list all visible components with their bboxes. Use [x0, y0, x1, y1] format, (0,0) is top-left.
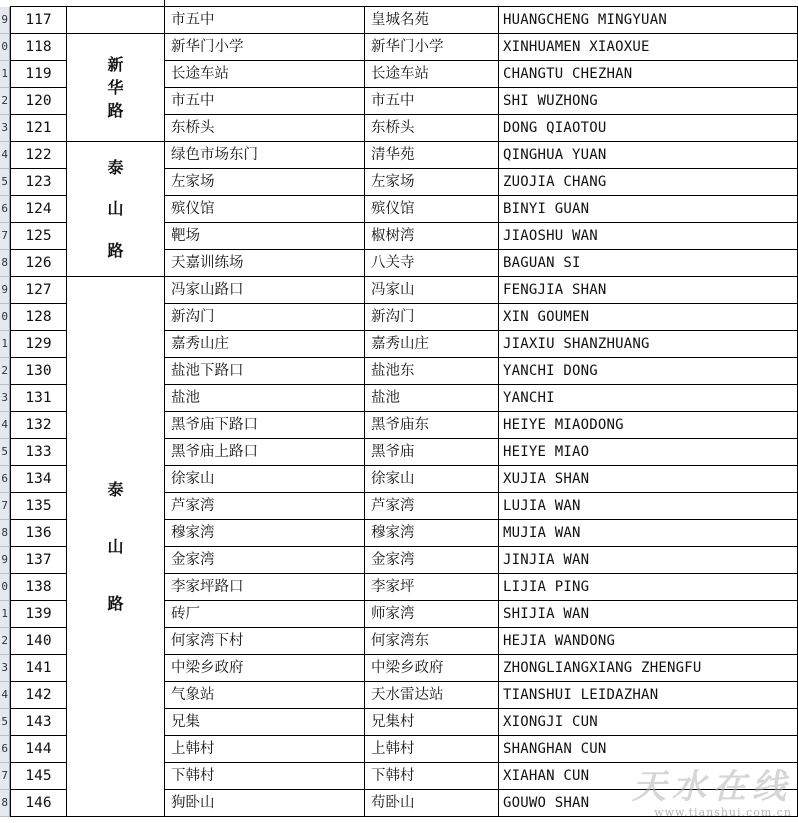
alias-name-cell[interactable]: 冯家山 — [365, 277, 499, 304]
watermark — [632, 759, 792, 819]
stop-name-cell[interactable]: 市五中 — [165, 88, 365, 115]
row-header[interactable]: 0 — [0, 574, 10, 601]
alias-name-cell[interactable]: 左家场 — [365, 169, 499, 196]
row-header[interactable]: 6 — [0, 466, 10, 493]
row-header[interactable]: 9 — [0, 277, 10, 304]
stop-name-cell[interactable]: 嘉秀山庄 — [165, 331, 365, 358]
row-number-cell[interactable]: 146 — [10, 790, 67, 817]
stop-name-cell[interactable]: 李家坪路口 — [165, 574, 365, 601]
row-number-cell[interactable]: 121 — [10, 115, 67, 142]
stop-name-cell[interactable]: 盐池下路口 — [165, 358, 365, 385]
road-name-char: 泰 — [107, 479, 124, 499]
row-header[interactable]: 5 — [0, 439, 10, 466]
road-name-char: 山 — [107, 536, 124, 556]
row-number-cell[interactable]: 124 — [10, 196, 67, 223]
alias-name-cell[interactable]: 李家坪 — [365, 574, 499, 601]
road-group-cell[interactable] — [67, 141, 165, 277]
row-header[interactable]: 8 — [0, 790, 10, 817]
row-header[interactable]: 6 — [0, 736, 10, 763]
pinyin-cell[interactable]: HEJIA WANDONG — [499, 628, 798, 655]
row-header[interactable]: 0 — [0, 304, 10, 331]
alias-name-cell[interactable]: 清华苑 — [365, 142, 499, 169]
row-header[interactable]: 5 — [0, 709, 10, 736]
pinyin-cell[interactable]: TIANSHUI LEIDAZHAN — [499, 682, 798, 709]
row-number-cell[interactable]: 137 — [10, 547, 67, 574]
stop-name-cell[interactable]: 绿色市场东门 — [165, 142, 365, 169]
row-header[interactable]: 8 — [0, 520, 10, 547]
row-header[interactable]: 9 — [0, 7, 10, 34]
pinyin-cell[interactable]: BAGUAN SI — [499, 250, 798, 277]
row-header[interactable]: 4 — [0, 412, 10, 439]
road-name-char: 路 — [107, 101, 124, 121]
row-number-cell[interactable]: 142 — [10, 682, 67, 709]
road-name-char: 路 — [107, 594, 124, 614]
pinyin-cell[interactable]: SHIJIA WAN — [499, 601, 798, 628]
row-header[interactable]: 4 — [0, 682, 10, 709]
pinyin-cell[interactable]: XIONGJI CUN — [499, 709, 798, 736]
pinyin-cell[interactable]: DONG QIAOTOU — [499, 115, 798, 142]
row-number-cell[interactable]: 119 — [10, 61, 67, 88]
row-header[interactable]: 7 — [0, 763, 10, 790]
pinyin-cell[interactable]: SHI WUZHONG — [499, 88, 798, 115]
row-number-cell[interactable]: 144 — [10, 736, 67, 763]
watermark-title: 天水在线 — [632, 767, 792, 807]
alias-name-cell[interactable]: 新沟门 — [365, 304, 499, 331]
alias-name-cell[interactable]: 盐池东 — [365, 358, 499, 385]
row-number-cell[interactable]: 139 — [10, 601, 67, 628]
road-name-char: 山 — [107, 199, 124, 219]
pinyin-cell[interactable]: JIAOSHU WAN — [499, 223, 798, 250]
row-header[interactable]: 7 — [0, 493, 10, 520]
stop-name-cell[interactable]: 盐池 — [165, 385, 365, 412]
row-header[interactable]: 3 — [0, 385, 10, 412]
alias-name-cell[interactable]: 上韩村 — [365, 736, 499, 763]
pinyin-cell[interactable]: XUJIA SHAN — [499, 466, 798, 493]
pinyin-cell[interactable]: XINHUAMEN XIAOXUE — [499, 34, 798, 61]
alias-name-cell[interactable]: 兄集村 — [365, 709, 499, 736]
alias-name-cell[interactable]: 芦家湾 — [365, 493, 499, 520]
row-number-cell[interactable]: 145 — [10, 763, 67, 790]
row-number-cell[interactable]: 118 — [10, 34, 67, 61]
row-header[interactable]: 1 — [0, 331, 10, 358]
row-header[interactable]: 9 — [0, 547, 10, 574]
alias-name-cell[interactable]: 黑爷庙 — [365, 439, 499, 466]
pinyin-cell[interactable]: YANCHI — [499, 385, 798, 412]
stop-name-cell[interactable]: 上韩村 — [165, 736, 365, 763]
alias-name-cell[interactable]: 盐池 — [365, 385, 499, 412]
row-header[interactable]: 6 — [0, 196, 10, 223]
row-header[interactable]: 2 — [0, 358, 10, 385]
pinyin-cell[interactable]: ZHONGLIANGXIANG ZHENGFU — [499, 655, 798, 682]
pinyin-cell[interactable]: FENGJIA SHAN — [499, 277, 798, 304]
pinyin-cell[interactable]: XIN GOUMEN — [499, 304, 798, 331]
row-number-cell[interactable]: 132 — [10, 412, 67, 439]
alias-name-cell[interactable]: 师家湾 — [365, 601, 499, 628]
alias-name-cell[interactable]: 金家湾 — [365, 547, 499, 574]
watermark-url: www.tianshui.com.cn — [654, 806, 792, 819]
alias-name-cell[interactable]: 天水雷达站 — [365, 682, 499, 709]
row-number-cell[interactable]: 131 — [10, 385, 67, 412]
pinyin-cell[interactable]: JINJIA WAN — [499, 547, 798, 574]
row-number-cell[interactable]: 134 — [10, 466, 67, 493]
road-group-cell-empty[interactable] — [67, 0, 165, 34]
road-name-char: 路 — [107, 240, 124, 260]
stop-name-cell[interactable]: 徐家山 — [165, 466, 365, 493]
row-header[interactable]: 1 — [0, 601, 10, 628]
row-number-cell[interactable]: 123 — [10, 169, 67, 196]
road-group-cell[interactable] — [67, 33, 165, 142]
row-number-cell[interactable]: 133 — [10, 439, 67, 466]
alias-name-cell[interactable]: 东桥头 — [365, 115, 499, 142]
alias-name-cell[interactable]: 徐家山 — [365, 466, 499, 493]
stop-name-cell[interactable]: 中梁乡政府 — [165, 655, 365, 682]
stop-name-cell[interactable]: 砖厂 — [165, 601, 365, 628]
pinyin-cell[interactable]: XIAHAN CUN — [499, 763, 798, 790]
stop-name-cell[interactable]: 黑爷庙下路口 — [165, 412, 365, 439]
pinyin-cell[interactable]: LIJIA PING — [499, 574, 798, 601]
alias-name-cell[interactable]: 椒树湾 — [365, 223, 499, 250]
row-number-cell[interactable]: 127 — [10, 277, 67, 304]
pinyin-cell[interactable]: BINYI GUAN — [499, 196, 798, 223]
pinyin-cell[interactable]: GOUWO SHAN — [499, 790, 798, 817]
stop-name-cell[interactable]: 新华门小学 — [165, 34, 365, 61]
row-header[interactable]: 8 — [0, 250, 10, 277]
stop-name-cell[interactable]: 长途车站 — [165, 61, 365, 88]
pinyin-cell[interactable]: JIAXIU SHANZHUANG — [499, 331, 798, 358]
row-number-cell[interactable]: 138 — [10, 574, 67, 601]
road-name-char: 新 — [107, 54, 124, 74]
stop-name-cell[interactable]: 殡仪馆 — [165, 196, 365, 223]
row-header[interactable]: 3 — [0, 655, 10, 682]
pinyin-cell[interactable]: CHANGTU CHEZHAN — [499, 61, 798, 88]
alias-name-cell[interactable]: 皇城名苑 — [365, 7, 499, 34]
row-header[interactable]: 0 — [0, 34, 10, 61]
row-number-cell[interactable]: 129 — [10, 331, 67, 358]
row-number-cell[interactable]: 122 — [10, 142, 67, 169]
row-header[interactable]: 1 — [0, 61, 10, 88]
road-name-char: 泰 — [107, 158, 124, 178]
alias-name-cell[interactable]: 黑爷庙东 — [365, 412, 499, 439]
road-name-char: 华 — [107, 77, 124, 97]
pinyin-cell[interactable]: ZUOJIA CHANG — [499, 169, 798, 196]
alias-name-cell[interactable]: 市五中 — [365, 88, 499, 115]
stop-name-cell[interactable]: 何家湾下村 — [165, 628, 365, 655]
stop-name-cell[interactable]: 天嘉训练场 — [165, 250, 365, 277]
alias-name-cell[interactable]: 八关寺 — [365, 250, 499, 277]
pinyin-cell[interactable]: YANCHI DONG — [499, 358, 798, 385]
stop-name-cell[interactable]: 黑爷庙上路口 — [165, 439, 365, 466]
stop-name-cell[interactable]: 气象站 — [165, 682, 365, 709]
stop-name-cell[interactable]: 市五中 — [165, 7, 365, 34]
alias-name-cell[interactable]: 下韩村 — [365, 763, 499, 790]
pinyin-cell[interactable]: HEIYE MIAODONG — [499, 412, 798, 439]
row-header[interactable]: 7 — [0, 223, 10, 250]
stop-name-cell[interactable]: 东桥头 — [165, 115, 365, 142]
stop-name-cell[interactable]: 新沟门 — [165, 304, 365, 331]
stop-name-cell[interactable]: 狗卧山 — [165, 790, 365, 817]
row-header[interactable]: 4 — [0, 142, 10, 169]
alias-name-cell[interactable]: 穆家湾 — [365, 520, 499, 547]
alias-name-cell[interactable]: 殡仪馆 — [365, 196, 499, 223]
alias-name-cell[interactable]: 嘉秀山庄 — [365, 331, 499, 358]
stop-name-cell[interactable]: 兄集 — [165, 709, 365, 736]
alias-name-cell[interactable]: 长途车站 — [365, 61, 499, 88]
row-header[interactable]: 5 — [0, 169, 10, 196]
alias-name-cell[interactable]: 新华门小学 — [365, 34, 499, 61]
alias-name-cell[interactable]: 苟卧山 — [365, 790, 499, 817]
row-number-cell[interactable]: 141 — [10, 655, 67, 682]
pinyin-cell[interactable]: HEIYE MIAO — [499, 439, 798, 466]
row-number-cell[interactable]: 136 — [10, 520, 67, 547]
pinyin-cell[interactable]: MUJIA WAN — [499, 520, 798, 547]
stop-name-cell[interactable]: 芦家湾 — [165, 493, 365, 520]
row-number-cell[interactable]: 130 — [10, 358, 67, 385]
stop-name-cell[interactable]: 靶场 — [165, 223, 365, 250]
row-header[interactable]: 2 — [0, 628, 10, 655]
stop-name-cell[interactable]: 左家场 — [165, 169, 365, 196]
pinyin-cell[interactable]: LUJIA WAN — [499, 493, 798, 520]
row-number-cell[interactable]: 126 — [10, 250, 67, 277]
road-group-cell[interactable] — [67, 276, 165, 817]
row-header[interactable]: 2 — [0, 88, 10, 115]
pinyin-cell[interactable]: QINGHUA YUAN — [499, 142, 798, 169]
row-number-cell[interactable]: 135 — [10, 493, 67, 520]
stop-name-cell[interactable]: 金家湾 — [165, 547, 365, 574]
row-number-cell[interactable]: 120 — [10, 88, 67, 115]
row-number-cell[interactable]: 125 — [10, 223, 67, 250]
pinyin-cell[interactable]: SHANGHAN CUN — [499, 736, 798, 763]
pinyin-cell[interactable]: HUANGCHENG MINGYUAN — [499, 7, 798, 34]
stop-name-cell[interactable]: 下韩村 — [165, 763, 365, 790]
row-number-cell[interactable]: 117 — [10, 7, 67, 34]
row-number-cell[interactable]: 140 — [10, 628, 67, 655]
alias-name-cell[interactable]: 何家湾东 — [365, 628, 499, 655]
stop-name-cell[interactable]: 冯家山路口 — [165, 277, 365, 304]
row-header[interactable]: 3 — [0, 115, 10, 142]
row-number-cell[interactable]: 128 — [10, 304, 67, 331]
alias-name-cell[interactable]: 中梁乡政府 — [365, 655, 499, 682]
stop-name-cell[interactable]: 穆家湾 — [165, 520, 365, 547]
row-number-cell[interactable]: 143 — [10, 709, 67, 736]
